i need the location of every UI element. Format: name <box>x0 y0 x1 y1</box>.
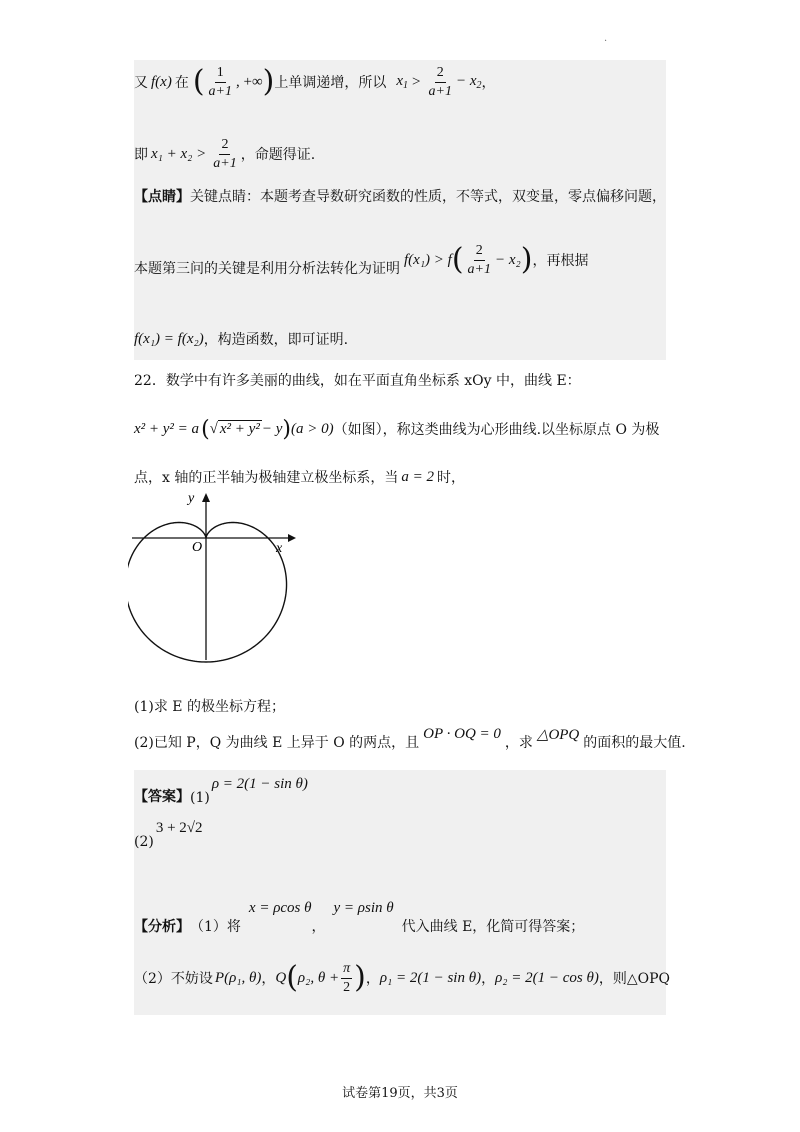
math-point-q: Q <box>275 969 287 986</box>
paren-open: ( <box>192 64 205 99</box>
question-line-1 <box>134 368 581 392</box>
math-rho1: ρ₁ = 2(1 − sin θ) <box>379 969 482 986</box>
fraction: $\frac{2}{a+1}$ <box>467 242 491 277</box>
analysis-line-2 <box>134 956 670 1000</box>
text: ，构造函数，即可证明. <box>203 332 349 348</box>
question-text: 时， <box>436 470 465 486</box>
question-text: 22．数学中有许多美丽的曲线，如在平面直角坐标系 xOy 中，曲线 E： <box>134 373 581 389</box>
part1-line <box>134 694 285 718</box>
solution-line-2 <box>134 132 315 176</box>
question-text: (2)已知 P，Q 为曲线 E 上异于 O 的两点，且 <box>134 735 420 751</box>
answer-line-2 <box>134 820 203 850</box>
analysis-label: 【分析】 <box>134 919 190 935</box>
origin-label: O <box>192 540 203 555</box>
math-point-p: P(ρ₁, θ) <box>214 969 262 986</box>
cardioid-curve <box>128 523 287 663</box>
math-a-eq: a = 2 <box>401 468 434 485</box>
interval-tail: , +∞ <box>236 73 263 90</box>
math-fx: f(x) <box>151 73 172 90</box>
gt: > <box>412 73 421 90</box>
question-text: ，求 <box>504 735 533 751</box>
analysis-text: 代入曲线 E，化简可得答案； <box>401 919 585 935</box>
math-cond: (a > 0) <box>290 420 334 437</box>
dianjing-line <box>134 184 666 208</box>
analysis-text: ，则△OPQ <box>598 971 671 987</box>
fraction: $\frac{1}{a+1}$ <box>208 64 232 99</box>
text: ， <box>481 75 496 91</box>
text: 本题第三问的关键是利用分析法转化为证明 <box>134 261 400 277</box>
math-sqrt: x² + y² <box>219 421 260 437</box>
analysis-line-1 <box>134 900 584 936</box>
paren-close: ) <box>520 242 533 277</box>
part2-line <box>134 724 686 760</box>
text: 在 <box>174 75 189 91</box>
dianjing-label: 【点睛】 <box>134 189 190 205</box>
fraction: $\frac{\pi}{2}$ <box>343 960 351 995</box>
paren-close: ) <box>262 64 275 99</box>
question-line-2 <box>134 412 659 446</box>
math-expr: f(x₁) = f(x₂) <box>134 330 204 347</box>
math-vector-dot: OP · OQ = 0 <box>423 725 501 742</box>
question-text: 的面积的最大值. <box>583 735 686 751</box>
y-label: y <box>188 491 195 506</box>
page-footer: 试卷第19页，共3页 <box>342 1086 458 1101</box>
math-answer-2: 3 + 2√2 <box>155 820 203 836</box>
fraction: $\frac{2}{a+1}$ <box>213 136 237 171</box>
paren-close: ) <box>282 416 291 442</box>
paren-open: ( <box>286 960 298 995</box>
solution-line-4 <box>134 238 588 282</box>
question-text: 点，x 轴的正半轴为极轴建立极坐标系，当 <box>134 470 399 486</box>
analysis-text: （2）不妨设 <box>134 971 213 987</box>
analysis-text: ， <box>481 971 496 987</box>
analysis-text: ， <box>365 971 380 987</box>
math-minus-x2: − x₂ <box>495 251 521 268</box>
answer-prefix: (1) <box>190 790 210 806</box>
text: ，命题得证. <box>240 147 316 163</box>
paren-close: ) <box>354 960 366 995</box>
math-answer-1: ρ = 2(1 − sin θ) <box>211 776 308 792</box>
question-line-3 <box>134 464 465 490</box>
analysis-text: ， <box>311 919 326 935</box>
answer-line-1 <box>134 776 308 806</box>
text: 上单调递增，所以 <box>274 75 387 91</box>
analysis-text: ， <box>261 971 276 987</box>
math-expr: f(x₁) > f <box>404 251 452 268</box>
math-eq-right: − y <box>261 420 283 437</box>
answer-prefix: (2) <box>134 834 154 850</box>
math-minus-x2: − $x_2$ <box>455 73 482 91</box>
question-text: (1)求 E 的极坐标方程； <box>134 699 285 715</box>
text: 又 <box>134 75 148 91</box>
sqrt-sign: √ <box>209 420 218 437</box>
solution-line-5 <box>134 326 348 352</box>
text: 即 <box>134 147 148 163</box>
text: ，再根据 <box>532 253 589 269</box>
y-axis-arrow <box>202 493 210 502</box>
math-expr: x₁ + x₂ > <box>151 145 207 162</box>
math-rho2: ρ₂ = 2(1 − cos θ) <box>495 969 599 986</box>
x-axis-arrow <box>288 534 296 542</box>
corner-mark: · <box>604 36 608 47</box>
math-x1: $x_1$ <box>396 73 409 91</box>
math-y-sub: y = ρsin θ <box>333 900 394 916</box>
math-triangle: △OPQ <box>536 726 580 743</box>
question-text: （如图），称这类曲线为心形曲线.以坐标原点 O 为极 <box>333 422 660 438</box>
answer-label: 【答案】 <box>134 789 190 805</box>
math-x-sub: x = ρcos θ <box>248 900 312 916</box>
solution-line-1 <box>134 62 496 102</box>
solution-shade-top <box>134 60 666 360</box>
x-label: x <box>276 541 283 556</box>
math-eq-left: x² + y² = a <box>134 420 200 437</box>
paren-open: ( <box>451 242 464 277</box>
analysis-text: （1）将 <box>190 919 241 935</box>
text: 关键点睛：本题考查导数研究函数的性质，不等式，双变量，零点偏移问题， <box>190 189 666 205</box>
cardioid-figure <box>128 488 300 666</box>
paren-open: ( <box>201 416 210 442</box>
fraction: $\frac{2}{a+1}$ <box>428 64 452 99</box>
math-point-q-inner: ρ₂, θ + <box>297 969 340 986</box>
